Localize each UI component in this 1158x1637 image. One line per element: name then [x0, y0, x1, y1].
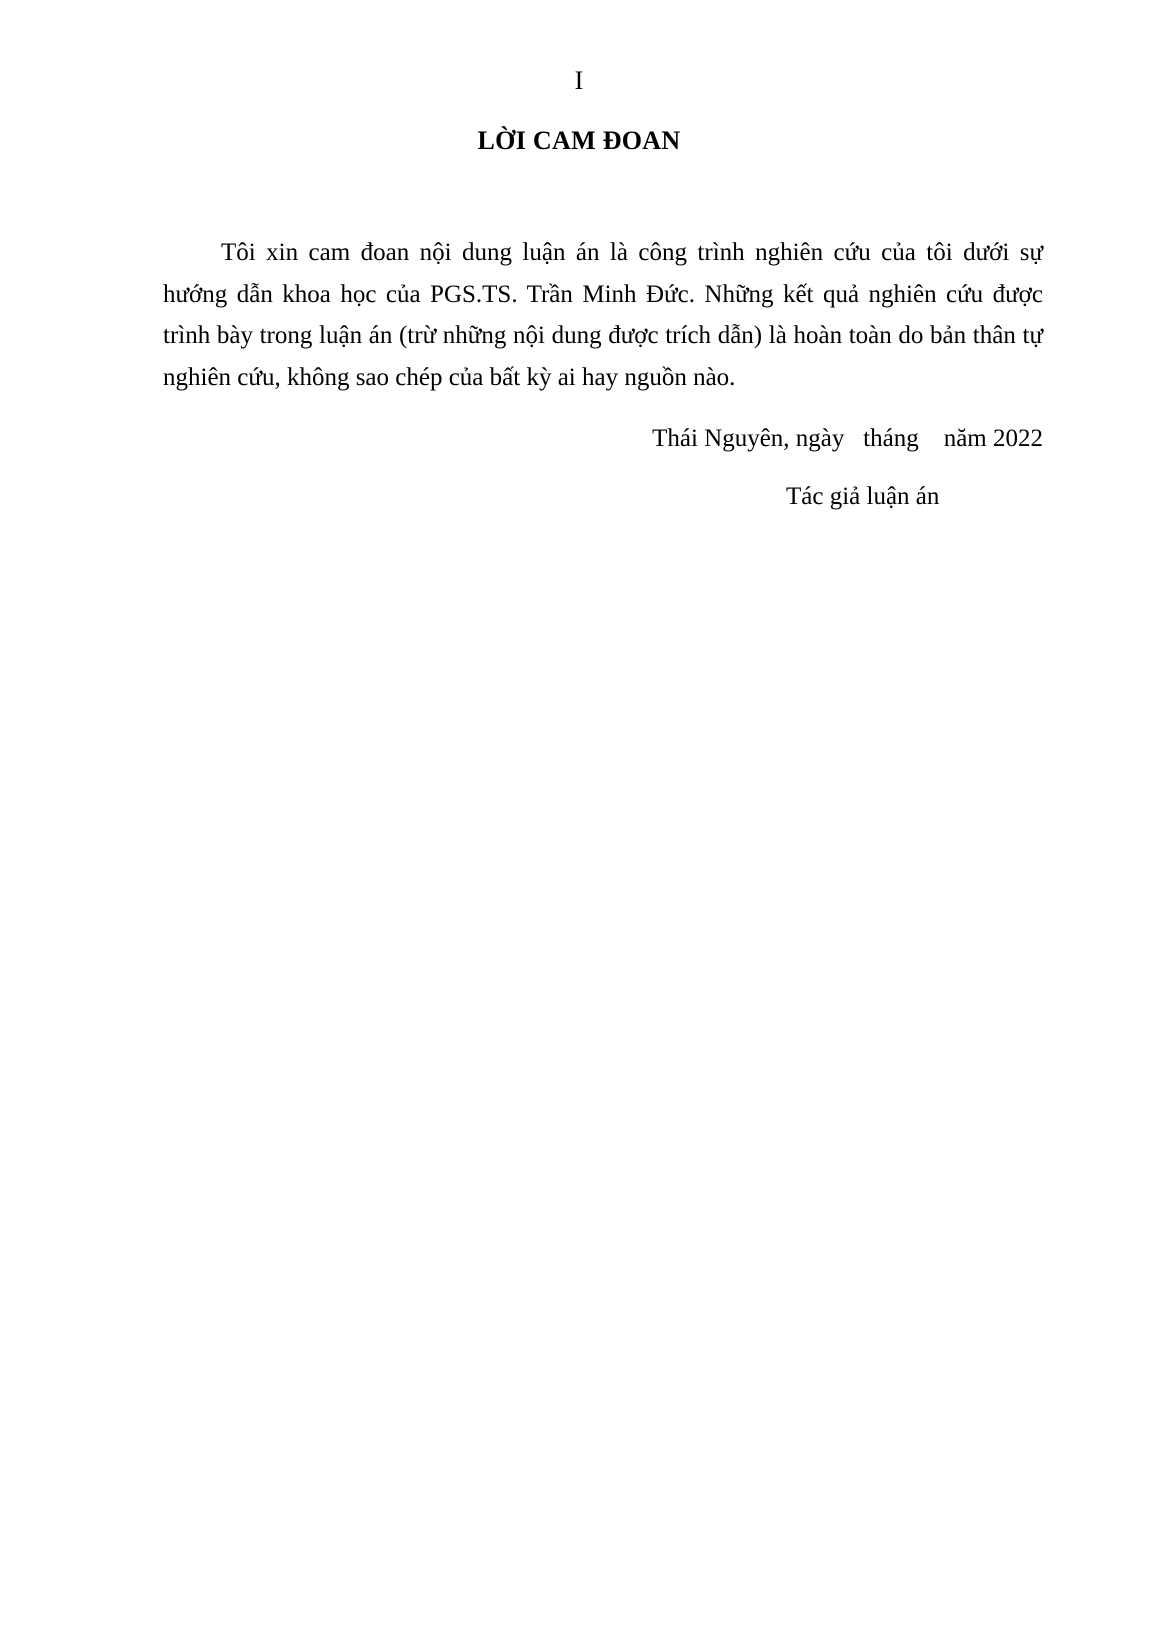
page-title: LỜI CAM ĐOAN	[477, 126, 681, 155]
declaration-paragraph: Tôi xin cam đoan nội dung luận án là công trình nghiên cứu của tôi dưới sự hướng dẫn khoa học của PGS.TS. Trần Minh Đức. Những kết quả nghiên cứu được trình bày trong luận án (trừ những nội dung được trích dẫn) là hoàn toàn do bản thân tự nghiên cứu, không sao chép của bất kỳ ai hay nguồn nào.	[163, 239, 1043, 391]
place-date-line: Thái Nguyên, ngày tháng năm 2022	[652, 425, 1043, 452]
author-label: Tác giả luận án	[786, 483, 940, 510]
page-number: I	[574, 66, 584, 95]
